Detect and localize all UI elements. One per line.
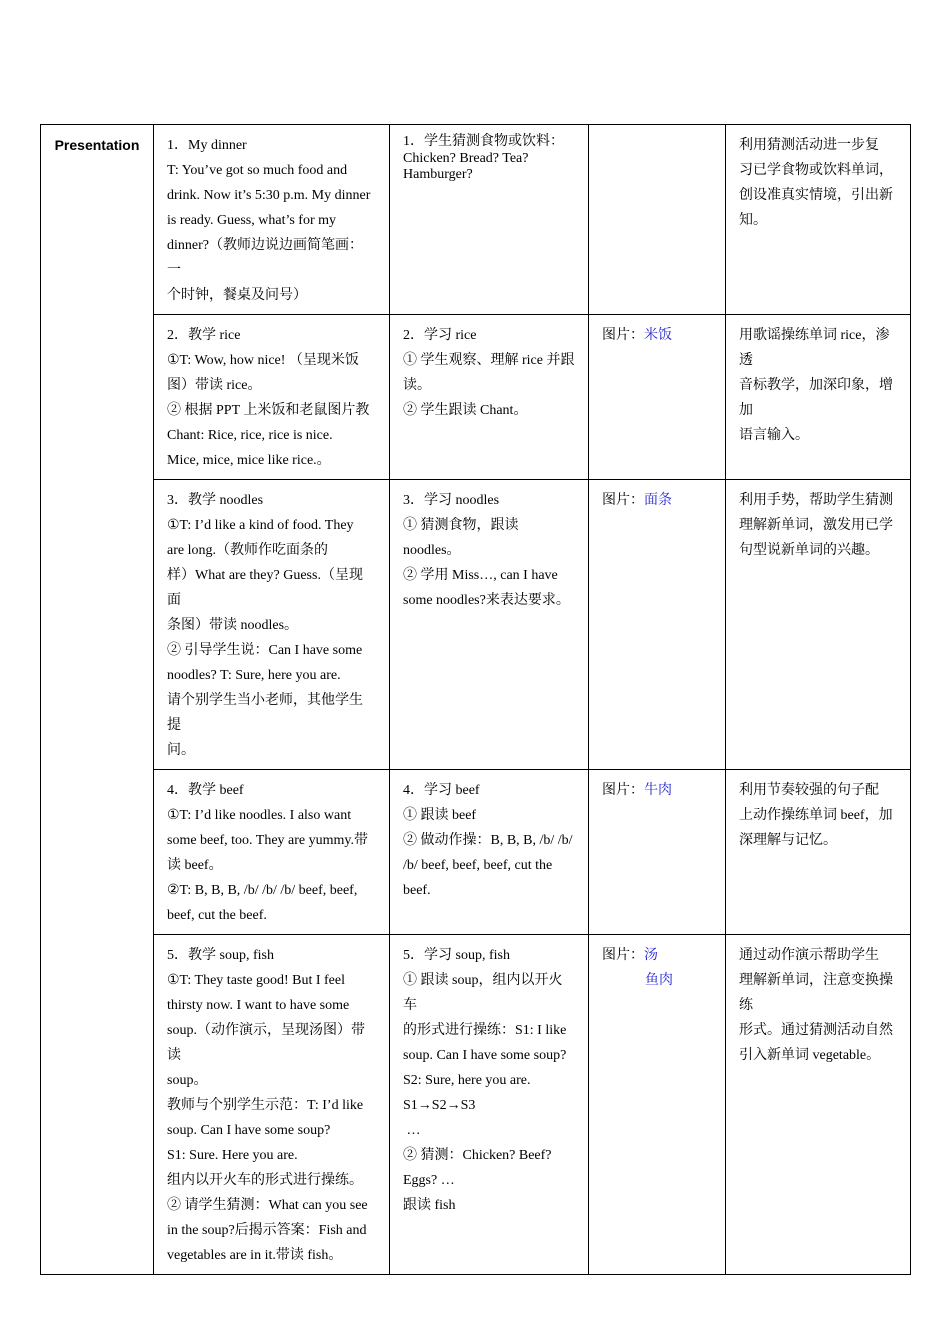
text-line: ① 猜测食物，跟读 noodles。: [403, 518, 519, 558]
media-label: 图片：: [602, 948, 644, 963]
text-line: 用歌谣操练单词 rice，渗透: [739, 328, 890, 368]
text-line: Chicken? Bread? Tea?: [403, 151, 529, 166]
text-line: 读。: [403, 378, 431, 393]
text-line: ①T: Wow, how nice! （呈现米饭: [167, 353, 359, 368]
text-line: beef, cut the beef.: [167, 908, 267, 923]
media-item: 鱼肉: [645, 973, 673, 988]
student-activity-cell: [390, 480, 589, 770]
media-cell: [589, 315, 726, 480]
text-line: 1．My dinner: [167, 138, 247, 153]
text-line: ① 跟读 soup，组内以开火车: [403, 973, 563, 1013]
media-item: 米饭: [644, 328, 672, 343]
text-line: 5．教学 soup, fish: [167, 948, 274, 963]
text-line: 4．教学 beef: [167, 783, 244, 798]
text-line: is ready. Guess, what’s for my: [167, 213, 337, 228]
table-row: [41, 315, 911, 480]
text-line: 通过动作演示帮助学生: [739, 948, 879, 963]
text-line: S1: Sure. Here you are.: [167, 1148, 298, 1163]
stage-cell: [41, 125, 154, 1275]
lesson-plan-table: [40, 124, 911, 1275]
text-line: ②T: B, B, B, /b/ /b/ /b/ beef, beef,: [167, 883, 358, 898]
table-row: [41, 125, 911, 315]
text-line: 句型说新单词的兴趣。: [739, 543, 879, 558]
text-line: 创设准真实情境，引出新: [739, 188, 893, 203]
text-line: 3．教学 noodles: [167, 493, 264, 508]
text-line: ② 学生跟读 Chant。: [403, 403, 528, 418]
teacher-activity-cell: [154, 125, 390, 315]
teacher-activity-cell: [154, 480, 390, 770]
text-line: 深理解与记忆。: [739, 833, 837, 848]
student-activity-cell: [390, 315, 589, 480]
teacher-activity-cell: [154, 315, 390, 480]
text-line: T: You’ve got so much food and: [167, 163, 348, 178]
text-line: soup.（动作演示，呈现汤图）带读: [167, 1023, 365, 1063]
text-line: ② 根据 PPT 上米饭和老鼠图片教: [167, 403, 370, 418]
text-line: are long.（教师作吃面条的: [167, 543, 328, 558]
text-line: soup. Can I have some soup?: [403, 1048, 567, 1063]
text-line: 图）带读 rice。: [167, 378, 262, 393]
text-line: ① 跟读 beef: [403, 808, 477, 823]
text-line: dinner?（教师边说边画简笔画：一: [167, 238, 363, 278]
text-line: 理解新单词，注意变换操练: [739, 973, 893, 1013]
text-line: 1．学生猜测食物或饮料：: [403, 134, 564, 149]
text-line: 2．学习 rice: [403, 328, 477, 343]
purpose-cell: [726, 935, 911, 1275]
text-line: 音标教学，加深印象，增加: [739, 378, 893, 418]
text-line: ② 做动作操：B, B, B, /b/ /b/: [403, 833, 573, 848]
text-line: …: [403, 1123, 421, 1138]
text-line: ② 引导学生说：Can I have some: [167, 643, 363, 658]
text-line: thirsty now. I want to have some: [167, 998, 350, 1013]
text-line: Hamburger?: [403, 167, 473, 182]
text-line: ② 猜测：Chicken? Beef?: [403, 1148, 552, 1163]
text-line: 2．教学 rice: [167, 328, 241, 343]
text-line: 跟读 fish: [403, 1198, 456, 1213]
text-line: soup。: [167, 1073, 208, 1088]
text-line: 理解新单词，激发用已学: [739, 518, 893, 533]
text-line: 形式。通过猜测活动自然: [739, 1023, 893, 1038]
text-line: Eggs? …: [403, 1173, 455, 1188]
text-line: Chant: Rice, rice, rice is nice.: [167, 428, 333, 443]
student-activity-cell: [390, 770, 589, 935]
text-line: /b/ beef, beef, beef, cut the: [403, 858, 553, 873]
text-line: 利用手势，帮助学生猜测: [739, 493, 893, 508]
text-line: 4．学习 beef: [403, 783, 480, 798]
text-line: drink. Now it’s 5:30 p.m. My dinner: [167, 188, 371, 203]
text-line: 个时钟，餐桌及问号）: [167, 288, 307, 303]
text-line: 3．学习 noodles: [403, 493, 500, 508]
text-line: beef.: [403, 883, 431, 898]
student-activity-cell: [390, 935, 589, 1275]
text-line: 问。: [167, 743, 195, 758]
media-cell: [589, 935, 726, 1275]
teacher-activity-cell: [154, 770, 390, 935]
text-line: 语言输入。: [739, 428, 809, 443]
text-line: S2: Sure, here you are.: [403, 1073, 531, 1088]
text-line: 读 beef。: [167, 858, 223, 873]
text-line: soup. Can I have some soup?: [167, 1123, 331, 1138]
teacher-activity-cell: [154, 935, 390, 1275]
text-line: ①T: I’d like noodles. I also want: [167, 808, 352, 823]
text-line: ①T: They taste good! But I feel: [167, 973, 345, 988]
text-line: S1→S2→S3: [403, 1098, 476, 1113]
student-activity-cell: [390, 125, 589, 315]
text-line: some beef, too. They are yummy.带: [167, 833, 369, 848]
media-cell: [589, 770, 726, 935]
media-cell: [589, 125, 726, 315]
stage-label: Presentation: [54, 137, 140, 153]
text-line: ② 请学生猜测：What can you see: [167, 1198, 368, 1213]
purpose-cell: [726, 315, 911, 480]
text-line: some noodles?来表达要求。: [403, 593, 570, 608]
text-line: 习已学食物或饮料单词，: [739, 163, 893, 178]
text-line: 利用猜测活动进一步复: [739, 138, 879, 153]
text-line: ② 学用 Miss…, can I have: [403, 568, 558, 583]
text-line: 样）What are they? Guess.（呈现面: [167, 568, 363, 608]
text-line: 请个别学生当小老师，其他学生提: [167, 693, 363, 733]
text-line: 组内以开火车的形式进行操练。: [167, 1173, 363, 1188]
media-label: 图片：: [602, 783, 644, 798]
purpose-cell: [726, 125, 911, 315]
media-item: 汤: [644, 948, 658, 963]
text-line: 条图）带读 noodles。: [167, 618, 299, 633]
text-line: 知。: [739, 213, 767, 228]
text-line: vegetables are in it.带读 fish。: [167, 1248, 343, 1263]
media-label: 图片：: [602, 328, 644, 343]
text-line: 的形式进行操练：S1: I like: [403, 1023, 567, 1038]
text-line: ①T: I’d like a kind of food. They: [167, 518, 354, 533]
media-cell: [589, 480, 726, 770]
table-row: [41, 770, 911, 935]
text-line: 5．学习 soup, fish: [403, 948, 510, 963]
text-line: Mice, mice, mice like rice.。: [167, 453, 331, 468]
purpose-cell: [726, 480, 911, 770]
text-line: 上动作操练单词 beef，加: [739, 808, 893, 823]
text-line: 引入新单词 vegetable。: [739, 1048, 881, 1063]
table-row: [41, 480, 911, 770]
purpose-cell: [726, 770, 911, 935]
text-line: in the soup?后揭示答案：Fish and: [167, 1223, 367, 1238]
text-line: 利用节奏较强的句子配: [739, 783, 879, 798]
table-row: [41, 935, 911, 1275]
text-line: noodles? T: Sure, here you are.: [167, 668, 341, 683]
media-item: 面条: [644, 493, 672, 508]
text-line: ① 学生观察、理解 rice 并跟: [403, 353, 575, 368]
media-label: 图片：: [602, 493, 644, 508]
media-item: 牛肉: [644, 783, 672, 798]
text-line: 教师与个别学生示范：T: I’d like: [167, 1098, 364, 1113]
